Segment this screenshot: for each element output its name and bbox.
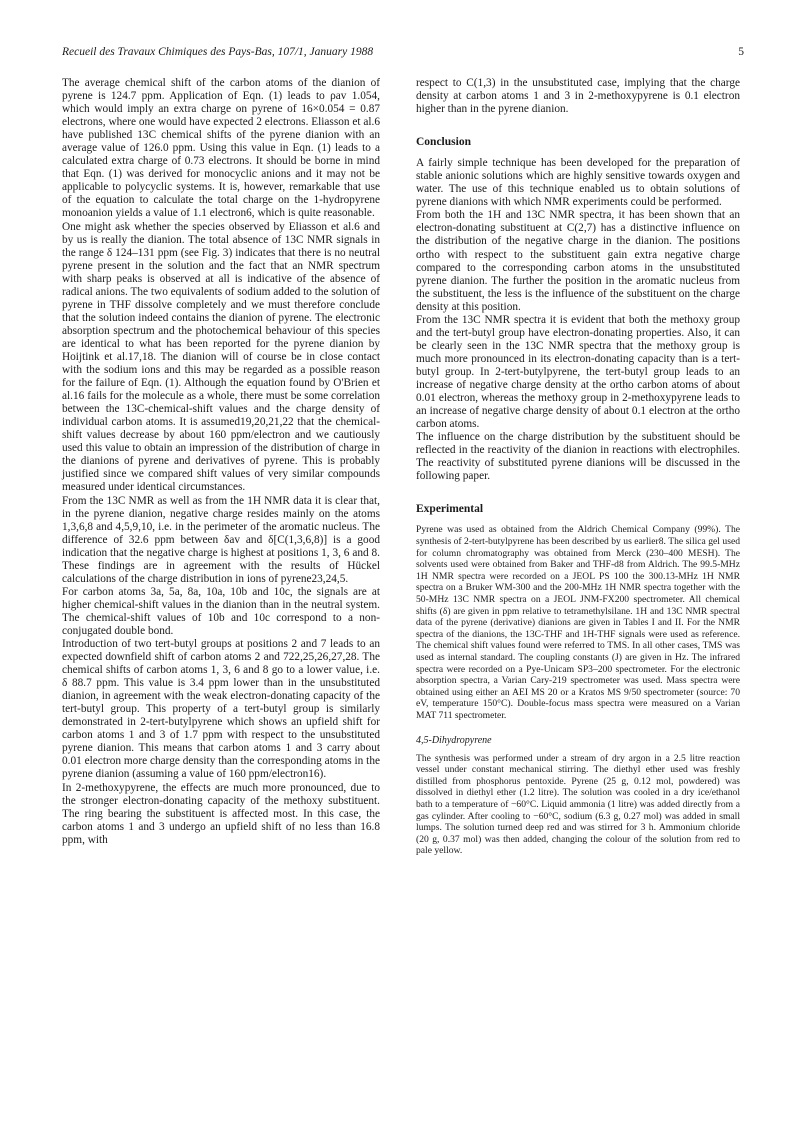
- running-header: [62, 46, 744, 64]
- paragraph: For carbon atoms 3a, 5a, 8a, 10a, 10b and 10c, the signals are at higher chemical-shift values in the dianion than in the neutral system. The chemical-shift values of 10b and 10c correspond to a non-conjugated double bond.: [62, 585, 380, 637]
- journal-citation: Recueil des Travaux Chimiques des Pays-Bas, 107/1, January 1988: [62, 46, 374, 58]
- paragraph: From the 13C NMR as well as from the 1H NMR data it is clear that, in the pyrene dianion, negative charge resides mainly on the atoms 1,3,6,8 and 4,5,9,10, i.e. in the perimeter of the aromatic nucleus. The difference of 32.6 ppm between δav and δ[C(1,3,6,8)] is a good indication that the negative charge is highest at positions 1, 3, 6 and 8. These findings are in agreement with the results of Hückel calculations of the charge distribution in ions of pyrene23,24,5.: [62, 494, 380, 585]
- experimental-paragraph: Pyrene was used as obtained from the Aldrich Chemical Company (99%). The synthesis of 2-tert-butylpyrene has been described by us earlier8. The silica gel used for column chromatography was obtained from Merck (230–400 MESH). The solvents used were obtained from Baker and THF-d8 from Aldrich. The 99.5-MHz 1H NMR spectra were recorded on a JEOL PS 100 the 300.13-MHz 1H NMR spectra on a Bruker WM-300 and the 200-MHz 1H NMR spectra together with the 50-MHz 13C NMR spectra on a JEOL JNM-FX200 spectrometer. All chemical shifts (δ) are given in ppm relative to tetramethylsilane. 1H and 13C NMR spectral data of the pyrene (derivative) dianions are given in Tables I and II. For the NMR spectra of the dianions, the 13C-THF and 1H-THF signals were used as reference. The chemical shift values found were referred to TMS. In all other cases, TMS was used as internal standard. The coupling constants (J) are given in Hz. The infrared spectra were recorded on a Pye-Unicam SP3–200 spectrometer. For the electronic absorption spectra, a Varian Cary-219 spectrometer was used. Mass spectra were obtained using either an AEI MS 20 or a Kratos MS 9/50 spectrometer (source: 70 eV, temperature 150°C). Double-focus mass spectra were measured on a Varian MAT 711 spectrometer.: [416, 524, 740, 721]
- paragraph: The average chemical shift of the carbon atoms of the dianion of pyrene is 124.7 ppm. Application of Eqn. (1) leads to ρav 1.054, which would imply an extra charge on pyrene of 16×0.054 = 0.87 electrons, where one would have expected 2 electrons. Eliasson et al.6 have published 13C chemical shifts of the pyrene dianion with an average value of 126.0 ppm. Using this value in Eqn. (1) leads to a calculated extra charge of 0.73 electrons. It should be borne in mind that Eqn. (1) was derived for monocyclic anions and it may not be applicable to polycyclic systems. It is, however, remarkable that use of the equation to calculate the total charge on the 1-hydropyrene monoanion yields a value of 1.1 electron6, which is quite reasonable.: [62, 77, 380, 220]
- dihydropyrene-heading: 4,5-Dihydropyrene: [416, 734, 492, 746]
- paragraph: From both the 1H and 13C NMR spectra, it has been shown that an electron-donating substituent at C(2,7) has a distinctive influence on the distribution of the negative charge in the dianion. The positions ortho with respect to the substituent gain extra negative charge compared to the corresponding carbon atoms in the unsubstituted pyrene dianion. The further the position in the aromatic nucleus from the substituent, the less is the influence of the substituent on the charge density at this position.: [416, 209, 740, 313]
- page-number: 5: [738, 46, 744, 58]
- paragraph: From the 13C NMR spectra it is evident that both the methoxy group and the tert-butyl group have electron-donating properties. Also, it can be clearly seen in the 13C NMR spectra that the methoxy group is much more pronounced in its electron-donating capacity than is a tert-butyl group. In 2-tert-butylpyrene, the tert-butyl group leads to an increase of negative charge density at the ortho carbon atoms of about 0.01 electron, whereas the methoxy group in 2-methoxypyrene leads to an increase of negative charge density of about 0.1 electron at the ortho carbon atoms.: [416, 313, 740, 431]
- conclusion-heading: Conclusion: [416, 136, 471, 149]
- right-column: [416, 77, 740, 857]
- paragraph: One might ask whether the species observed by Eliasson et al.6 and by us is really the dianion. The total absence of 13C NMR signals in the range δ 124–131 ppm (see Fig. 3) indicates that there is no neutral pyrene present in the solution and the fact that an NMR spectrum with sharp peaks is observed at all is indicative of the absence of radical anions. The two equivalents of sodium added to the solution of pyrene in THF dissolve completely and we must therefore conclude that the solution indeed contains the dianion of pyrene. The electronic absorption spectrum and the photochemical behaviour of this species are identical to what has been reported for the pyrene dianion by Hoijtink et al.17,18. The dianion will of course be in close contact with the sodium ions and this may be regarded as a possible reason for the failure of Eqn. (1). Although the equation found by O'Brien et al.16 fails for the molecule as a whole, there must be some correlation between the 13C-chemical-shift values and the charge density of individual carbon atoms. It is assumed19,20,21,22 that the chemical-shift values decrease by about 160 ppm/electron and we cautiously used this value to obtain an impression of the distribution of charge in the dianions of pyrene and derivatives of pyrene. This is probably justified since we compared shift values of very similar compounds measured under identical circumstances.: [62, 220, 380, 494]
- paragraph: Introduction of two tert-butyl groups at positions 2 and 7 leads to an expected downfield shift of carbon atoms 2 and 722,25,26,27,28. The chemical shifts of carbon atoms 1, 3, 6 and 8 go to a lower value, i.e. δ 88.7 ppm. This value is 3.4 ppm lower than in the unsubstituted dianion, in agreement with the weak electron-donating capacity of the tert-butyl group. This property of a tert-butyl group is similarly demonstrated in 2-tert-butylpyrene which shows an upfield shift for carbon atoms 1 and 3 of 1.7 ppm with respect to the unsubstituted pyrene dianion. This means that carbon atoms 1 and 3 carry about 0.01 electron more charge density than the corresponding atoms in the pyrene dianion (assuming a value of 160 ppm/electron16).: [62, 638, 380, 781]
- paragraph: The influence on the charge distribution by the substituent should be reflected in the reactivity of the dianion in reactions with electrophiles. The reactivity of substituted pyrene dianions will be discussed in the following paper.: [416, 431, 740, 483]
- paragraph: respect to C(1,3) in the unsubstituted case, implying that the charge density at carbon atoms 1 and 3 in 2-methoxypyrene is 0.1 electron higher than in the pyrene dianion.: [416, 77, 740, 116]
- paragraph: A fairly simple technique has been developed for the preparation of stable anionic solutions which are highly sensitive towards oxygen and water. The use of this technique enabled us to obtain solutions of pyrene dianions with which NMR experiments could be performed.: [416, 157, 740, 209]
- paragraph: In 2-methoxypyrene, the effects are much more pronounced, due to the stronger electron-donating capacity of the methoxy substituent. The ring bearing the substituent is affected most. In this case, the carbon atoms 1 and 3 undergo an upfield shift of no less than 16.8 ppm, with: [62, 781, 380, 846]
- experimental-heading: Experimental: [416, 503, 484, 516]
- left-column: [62, 77, 380, 847]
- synthesis-paragraph: The synthesis was performed under a stream of dry argon in a 2.5 litre reaction vessel under constant mechanical stirring. The diethyl ether used was freshly distilled from phosphorus pentoxide. Pyrene (25 g, 0.12 mol, powdered) was dissolved in diethyl ether (1.2 litre). The solution was cooled in a dry ice/ethanol bath to a temperature of −60°C. Liquid ammonia (1 litre) was added directly from a gas cylinder. After cooling to −60°C, sodium (6.3 g, 0.27 mol) was added in small lumps. The solution turned deep red and was stirred for 3 h. Ammonium chloride (20 g, 0.37 mol) was then added, changing the colour of the solution from red to pale yellow.: [416, 752, 740, 857]
